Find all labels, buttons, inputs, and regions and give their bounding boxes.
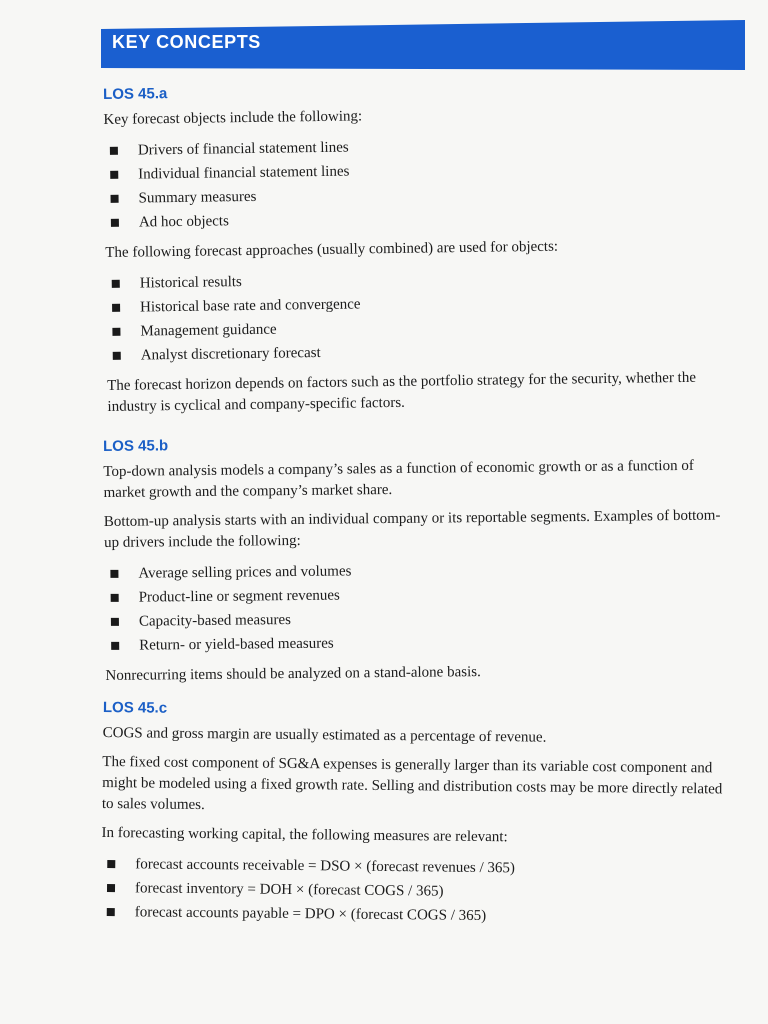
- square-bullet-icon: [112, 280, 120, 288]
- square-bullet-icon: [111, 195, 119, 203]
- square-bullet-icon: [110, 147, 118, 155]
- square-bullet-icon: [112, 328, 120, 336]
- square-bullet-icon: [107, 860, 115, 868]
- bullet-list: [101, 852, 732, 931]
- section-gap: [103, 695, 733, 699]
- square-bullet-icon: [111, 594, 119, 602]
- paragraph: COGS and gross margin are usually estimated as a percentage of revenue.: [102, 724, 547, 746]
- bullet-list: [106, 263, 737, 368]
- list-item-text: Historical base rate and convergence: [139, 296, 361, 316]
- paragraph: The fixed cost component of SG&A expenses is generally larger than its variable cost component and might be modeled using a fixed growth rate. Selling and distribution costs may be more directly related to sales volumes.: [101, 753, 723, 814]
- list-item-text: forecast inventory = DOH × (forecast COGS / 365): [134, 880, 444, 900]
- list-item-text: Ad hoc objects: [138, 213, 229, 231]
- paragraph: Bottom-up analysis starts with an individual company or its reportable segments. Examples of bottom-up drivers include the following:: [103, 507, 721, 551]
- list-item-text: Capacity-based measures: [138, 612, 292, 630]
- paragraph: The forecast horizon depends on factors such as the portfolio strategy for the security, whether the industry is cyclical and company-specific factors.: [107, 369, 697, 415]
- section-los-45b: [103, 431, 736, 687]
- list-item-text: Return- or yield-based measures: [139, 635, 334, 654]
- list-item-text: Drivers of financial statement lines: [137, 139, 349, 159]
- paragraph: In forecasting working capital, the following measures are relevant:: [101, 824, 508, 846]
- square-bullet-icon: [113, 352, 121, 360]
- section-heading: LOS 45.a: [103, 85, 168, 103]
- bullet-list: [104, 130, 735, 235]
- square-bullet-icon: [110, 570, 118, 578]
- paragraph: The following forecast approaches (usually combined) are used for objects:: [105, 238, 559, 261]
- square-bullet-icon: [107, 908, 115, 916]
- paragraph: Top-down analysis models a company’s sales as a function of economic growth or as a function of market growth and the company’s market share.: [103, 457, 694, 501]
- list-item-text: Average selling prices and volumes: [138, 563, 352, 582]
- list-item-text: Management guidance: [140, 321, 277, 340]
- square-bullet-icon: [110, 171, 118, 179]
- list-item-text: Analyst discretionary forecast: [140, 344, 321, 364]
- square-bullet-icon: [112, 304, 120, 312]
- section-heading: LOS 45.b: [103, 437, 169, 455]
- section-heading: LOS 45.c: [102, 699, 168, 717]
- square-bullet-icon: [107, 884, 115, 892]
- list-item-text: Individual financial statement lines: [138, 163, 350, 183]
- page-title: KEY CONCEPTS: [112, 32, 261, 52]
- bullet-list: [104, 555, 735, 658]
- paragraph: Key forecast objects include the following:: [103, 108, 363, 128]
- list-item-text: forecast accounts receivable = DSO × (forecast revenues / 365): [135, 856, 516, 877]
- list-item-text: forecast accounts payable = DPO × (forecast COGS / 365): [134, 904, 487, 925]
- paragraph: Nonrecurring items should be analyzed on a stand-alone basis.: [105, 664, 481, 684]
- list-item-text: Summary measures: [138, 188, 257, 207]
- section-los-45c: [101, 699, 733, 931]
- square-bullet-icon: [111, 618, 119, 626]
- square-bullet-icon: [111, 642, 119, 650]
- list-item-text: Historical results: [139, 274, 242, 292]
- content-body: [103, 86, 733, 932]
- square-bullet-icon: [111, 219, 119, 227]
- list-item-text: Product-line or segment revenues: [138, 587, 340, 606]
- section-los-45a: [103, 77, 738, 418]
